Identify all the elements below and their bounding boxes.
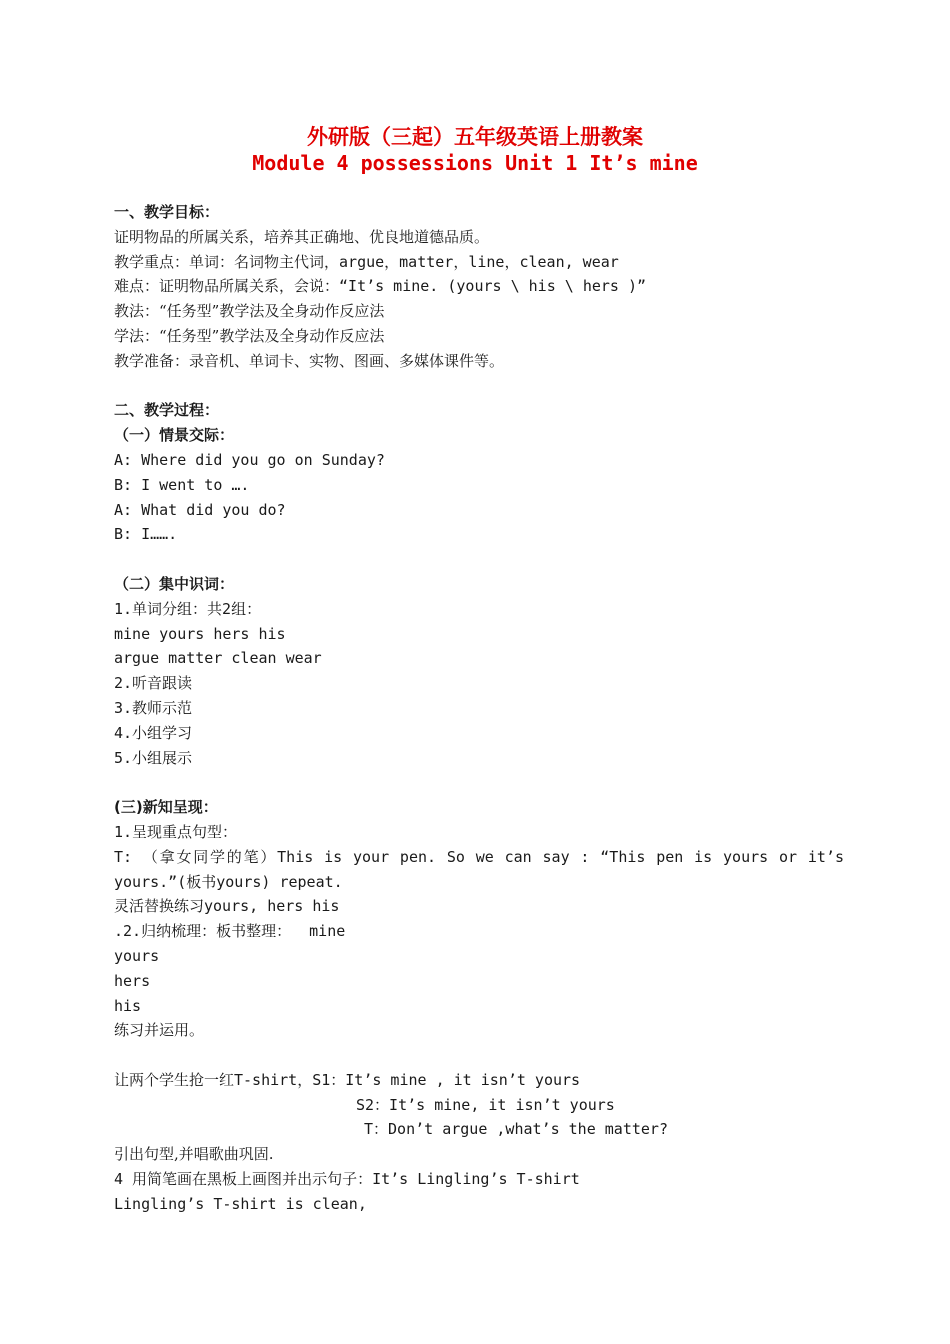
text-line: 4 用简笔画在黑板上画图并出示句子：It’s Lingling’s T-shirt bbox=[114, 1170, 580, 1189]
text-paragraph: T: （拿女同学的笔）This is your pen. So we can say : “This pen is yours or it’s yours.”(板书yours) repeat. bbox=[114, 847, 844, 891]
text-line: 1.呈现重点句型： bbox=[114, 822, 238, 841]
document-body bbox=[114, 200, 844, 1217]
text-line: his bbox=[114, 996, 142, 1015]
text-line: 难点：证明物品所属关系，会说：“It’s mine. (yours \ his \ hers )” bbox=[114, 277, 647, 296]
subsection-heading: (三)新知呈现： bbox=[114, 798, 218, 817]
spacer bbox=[114, 1043, 844, 1068]
subsection-heading: （一）情景交际： bbox=[114, 426, 235, 445]
spacer bbox=[114, 374, 844, 399]
text-line: Lingling’s T-shirt is clean, bbox=[114, 1194, 367, 1213]
text-line: 引出句型,并唱歌曲巩固. bbox=[114, 1145, 274, 1164]
document-subtitle: Module 4 possessions Unit 1 It’s mine bbox=[252, 151, 698, 175]
text-line: argue matter clean wear bbox=[114, 649, 322, 668]
dialogue-line: 让两个学生抢一红T-shirt，S1：It’s mine , it isn’t yours bbox=[114, 1070, 581, 1089]
text-line: 2.听音跟读 bbox=[114, 674, 193, 693]
text-line: 学法：“任务型”教学法及全身动作反应法 bbox=[114, 326, 385, 345]
dialogue-line: S2：It’s mine, it isn’t yours bbox=[356, 1095, 615, 1114]
text-line: 教学重点：单词：名词物主代词，argue，matter，line，clean, wear bbox=[114, 252, 619, 271]
text-line: 教学准备：录音机、单词卡、实物、图画、多媒体课件等。 bbox=[114, 351, 505, 370]
text-line: mine yours hers his bbox=[114, 624, 286, 643]
spacer bbox=[114, 770, 844, 795]
text-line: .2.归纳梳理：板书整理： mine bbox=[114, 922, 346, 941]
text-line: 灵活替换练习yours, hers his bbox=[114, 897, 340, 916]
spacer bbox=[114, 547, 844, 572]
text-line: 1.单词分组：共2组： bbox=[114, 599, 262, 618]
text-line: 教法：“任务型”教学法及全身动作反应法 bbox=[114, 302, 385, 321]
text-line: B: I went to …. bbox=[114, 475, 250, 494]
section-heading: 一、教学目标： bbox=[114, 203, 220, 221]
section-heading: 二、教学过程： bbox=[114, 401, 220, 420]
text-line: 练习并运用。 bbox=[114, 1021, 205, 1040]
text-line: B: I……. bbox=[114, 525, 196, 544]
text-line: 证明物品的所属关系，培养其正确地、优良地道德品质。 bbox=[114, 227, 490, 246]
document-title: 外研版（三起）五年级英语上册教案 bbox=[307, 124, 643, 149]
subsection-heading: （二）集中识词： bbox=[114, 574, 235, 593]
text-line: A: Where did you go on Sunday? bbox=[114, 450, 385, 469]
text-line: 5.小组展示 bbox=[114, 748, 193, 767]
text-line: A: What did you do? bbox=[114, 500, 286, 519]
text-line: 3.教师示范 bbox=[114, 698, 193, 717]
text-line: hers bbox=[114, 971, 151, 990]
dialogue-line: T：Don’t argue ,what’s the matter? bbox=[364, 1120, 668, 1139]
text-line: yours bbox=[114, 946, 160, 965]
text-line: 4.小组学习 bbox=[114, 723, 193, 742]
